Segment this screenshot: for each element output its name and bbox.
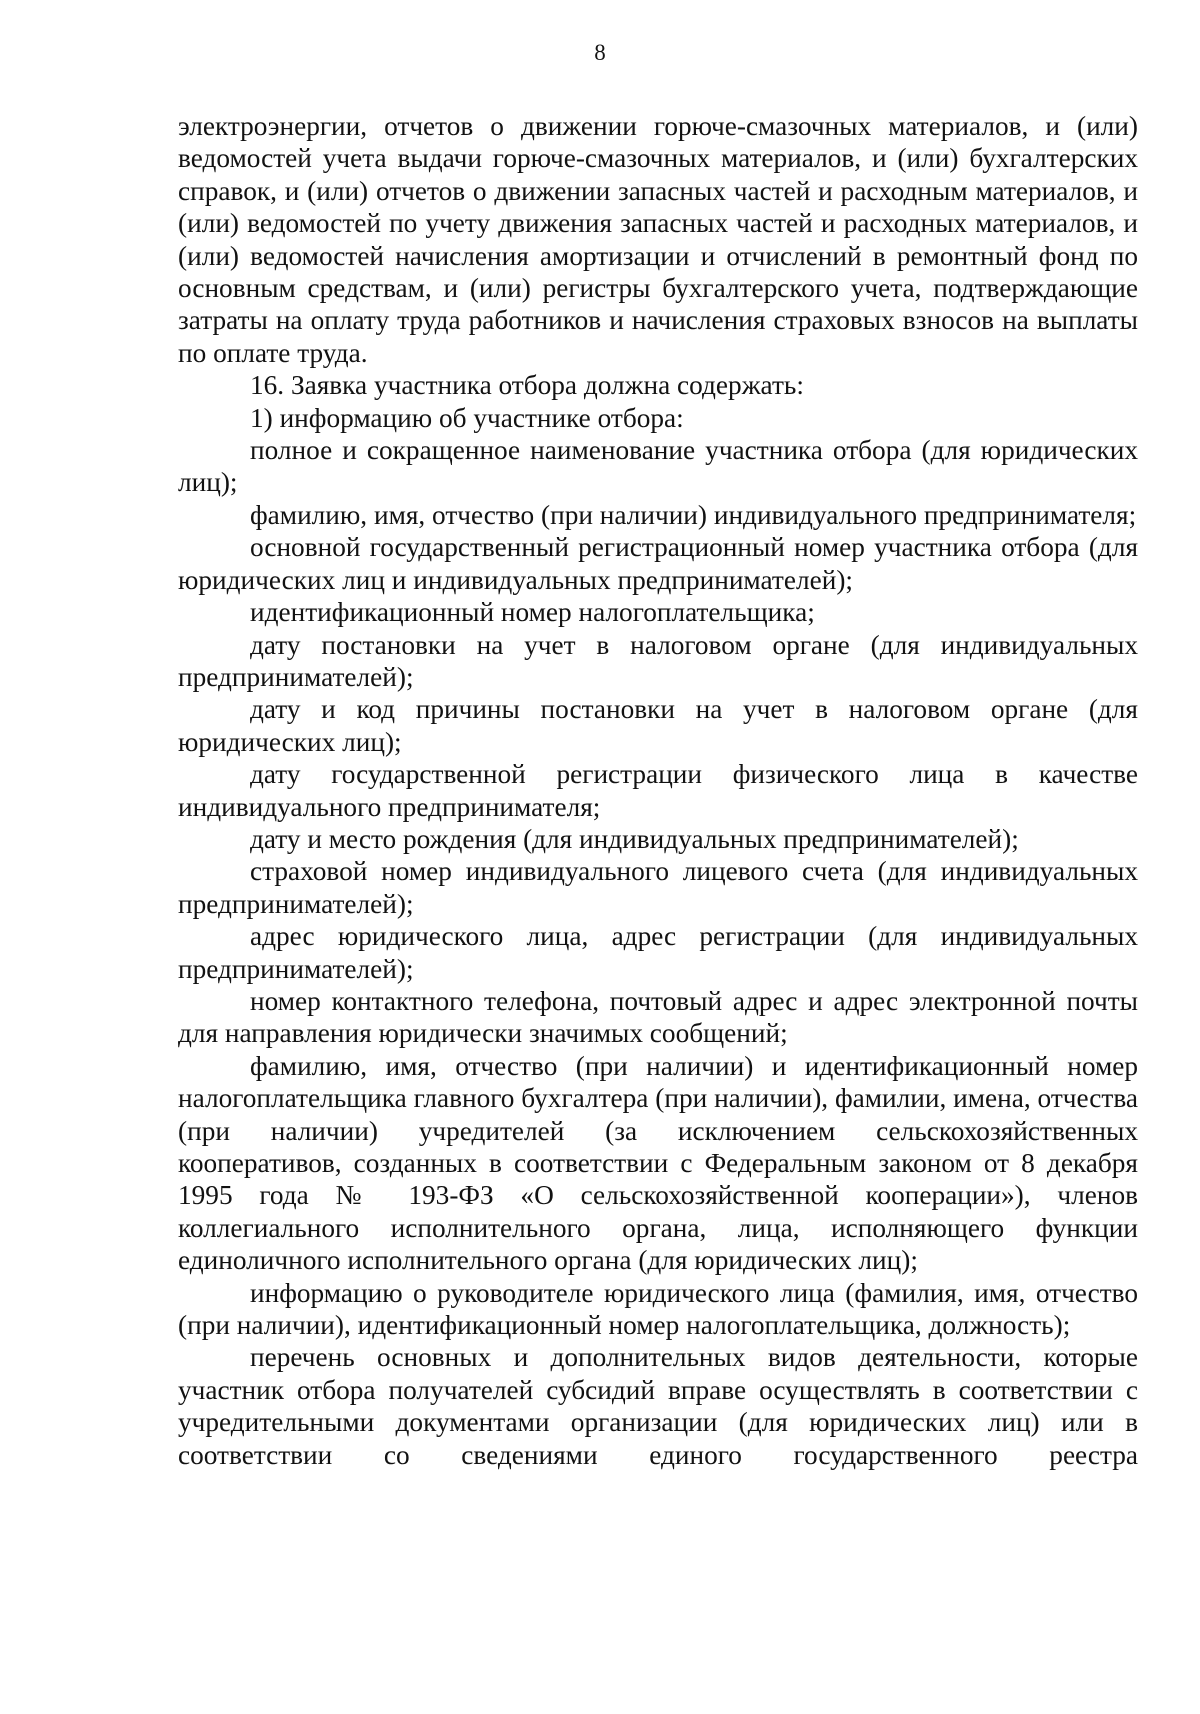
paragraph-fio-ip: фамилию, имя, отчество (при наличии) индивидуального предпринимателя; [250, 499, 1137, 530]
paragraph-birth: дату и место рождения (для индивидуальных предпринимателей); [250, 823, 1019, 854]
paragraph-address: адрес юридического лица, адрес регистрации (для индивидуальных предпринимателей); [178, 921, 1138, 984]
paragraph-inn: идентификационный номер налогоплательщика; [250, 597, 815, 628]
paragraph-snils: страховой номер индивидуального лицевого счета (для индивидуальных предпринимателей); [178, 856, 1138, 919]
paragraph-contacts: номер контактного телефона, почтовый адрес и адрес электронной почты для направления юридически значимых сообщений; [178, 985, 1138, 1049]
paragraph-head-info: информацию о руководителе юридического лица (фамилия, имя, отчество (при наличии), идентификационный номер налогоплательщика, должность); [178, 1277, 1138, 1341]
paragraph-tax-registration-date: дату постановки на учет в налоговом органе (для индивидуальных предпринимателей); [178, 629, 1138, 692]
paragraph-state-registration-date: дату государственной регистрации физического лица в качестве индивидуального предпринимателя; [178, 759, 1138, 822]
paragraph-activities: перечень основных и дополнительных видов деятельности, которые участник отбора получателей субсидий вправе осуществлять в соответствии с учредительными документами организации (для юридических лиц) или в соответствии со сведениями единого государственного реестра [178, 1342, 1138, 1470]
paragraph-item-16: 16. Заявка участника отбора должна содержать: [250, 370, 804, 401]
paragraph-subitem-1: 1) информацию об участнике отбора: [250, 402, 684, 433]
document-body [178, 110, 1138, 1471]
paragraph-ogrn: основной государственный регистрационный номер участника отбора (для юридических лиц и индивидуальных предпринимателей); [178, 532, 1138, 595]
paragraph-accountant-founders: фамилию, имя, отчество (при наличии) и идентификационный номер налогоплательщика главного бухгалтера (при наличии), фамилии, имена, отчества (при наличии) учредителей (за исключением сельскохозяйственных кооперативов, созданных в соответствии с Федеральным законом от 8 декабря 1995 года № 193-ФЗ «О сельскохозяйственной кооперации»), членов коллегиального исполнительного органа, лица, исполняющего функции единоличного исполнительного органа (для юридических лиц); [178, 1050, 1138, 1276]
paragraph-kpp: дату и код причины постановки на учет в налоговом органе (для юридических лиц); [178, 694, 1138, 757]
page-number: 8 [594, 40, 606, 65]
paragraph-full-name: полное и сокращенное наименование участника отбора (для юридических лиц); [178, 435, 1138, 498]
paragraph-continuation: электроэнергии, отчетов о движении горюче-смазочных материалов, и (или) ведомостей учета выдачи горюче-смазочных материалов, и (или) бухгалтерских справок, и (или) отчетов о движении запасных частей и расходным материалов, и (или) ведомостей по учету движения запасных частей и расходных материалов, и (или) ведомостей начисления амортизации и отчислений в ремонтный фонд по основным средствам, и (или) регистры бухгалтерского учета, подтверждающие затраты на оплату труда работников и начисления страховых взносов на выплаты по оплате труда. [178, 111, 1138, 368]
